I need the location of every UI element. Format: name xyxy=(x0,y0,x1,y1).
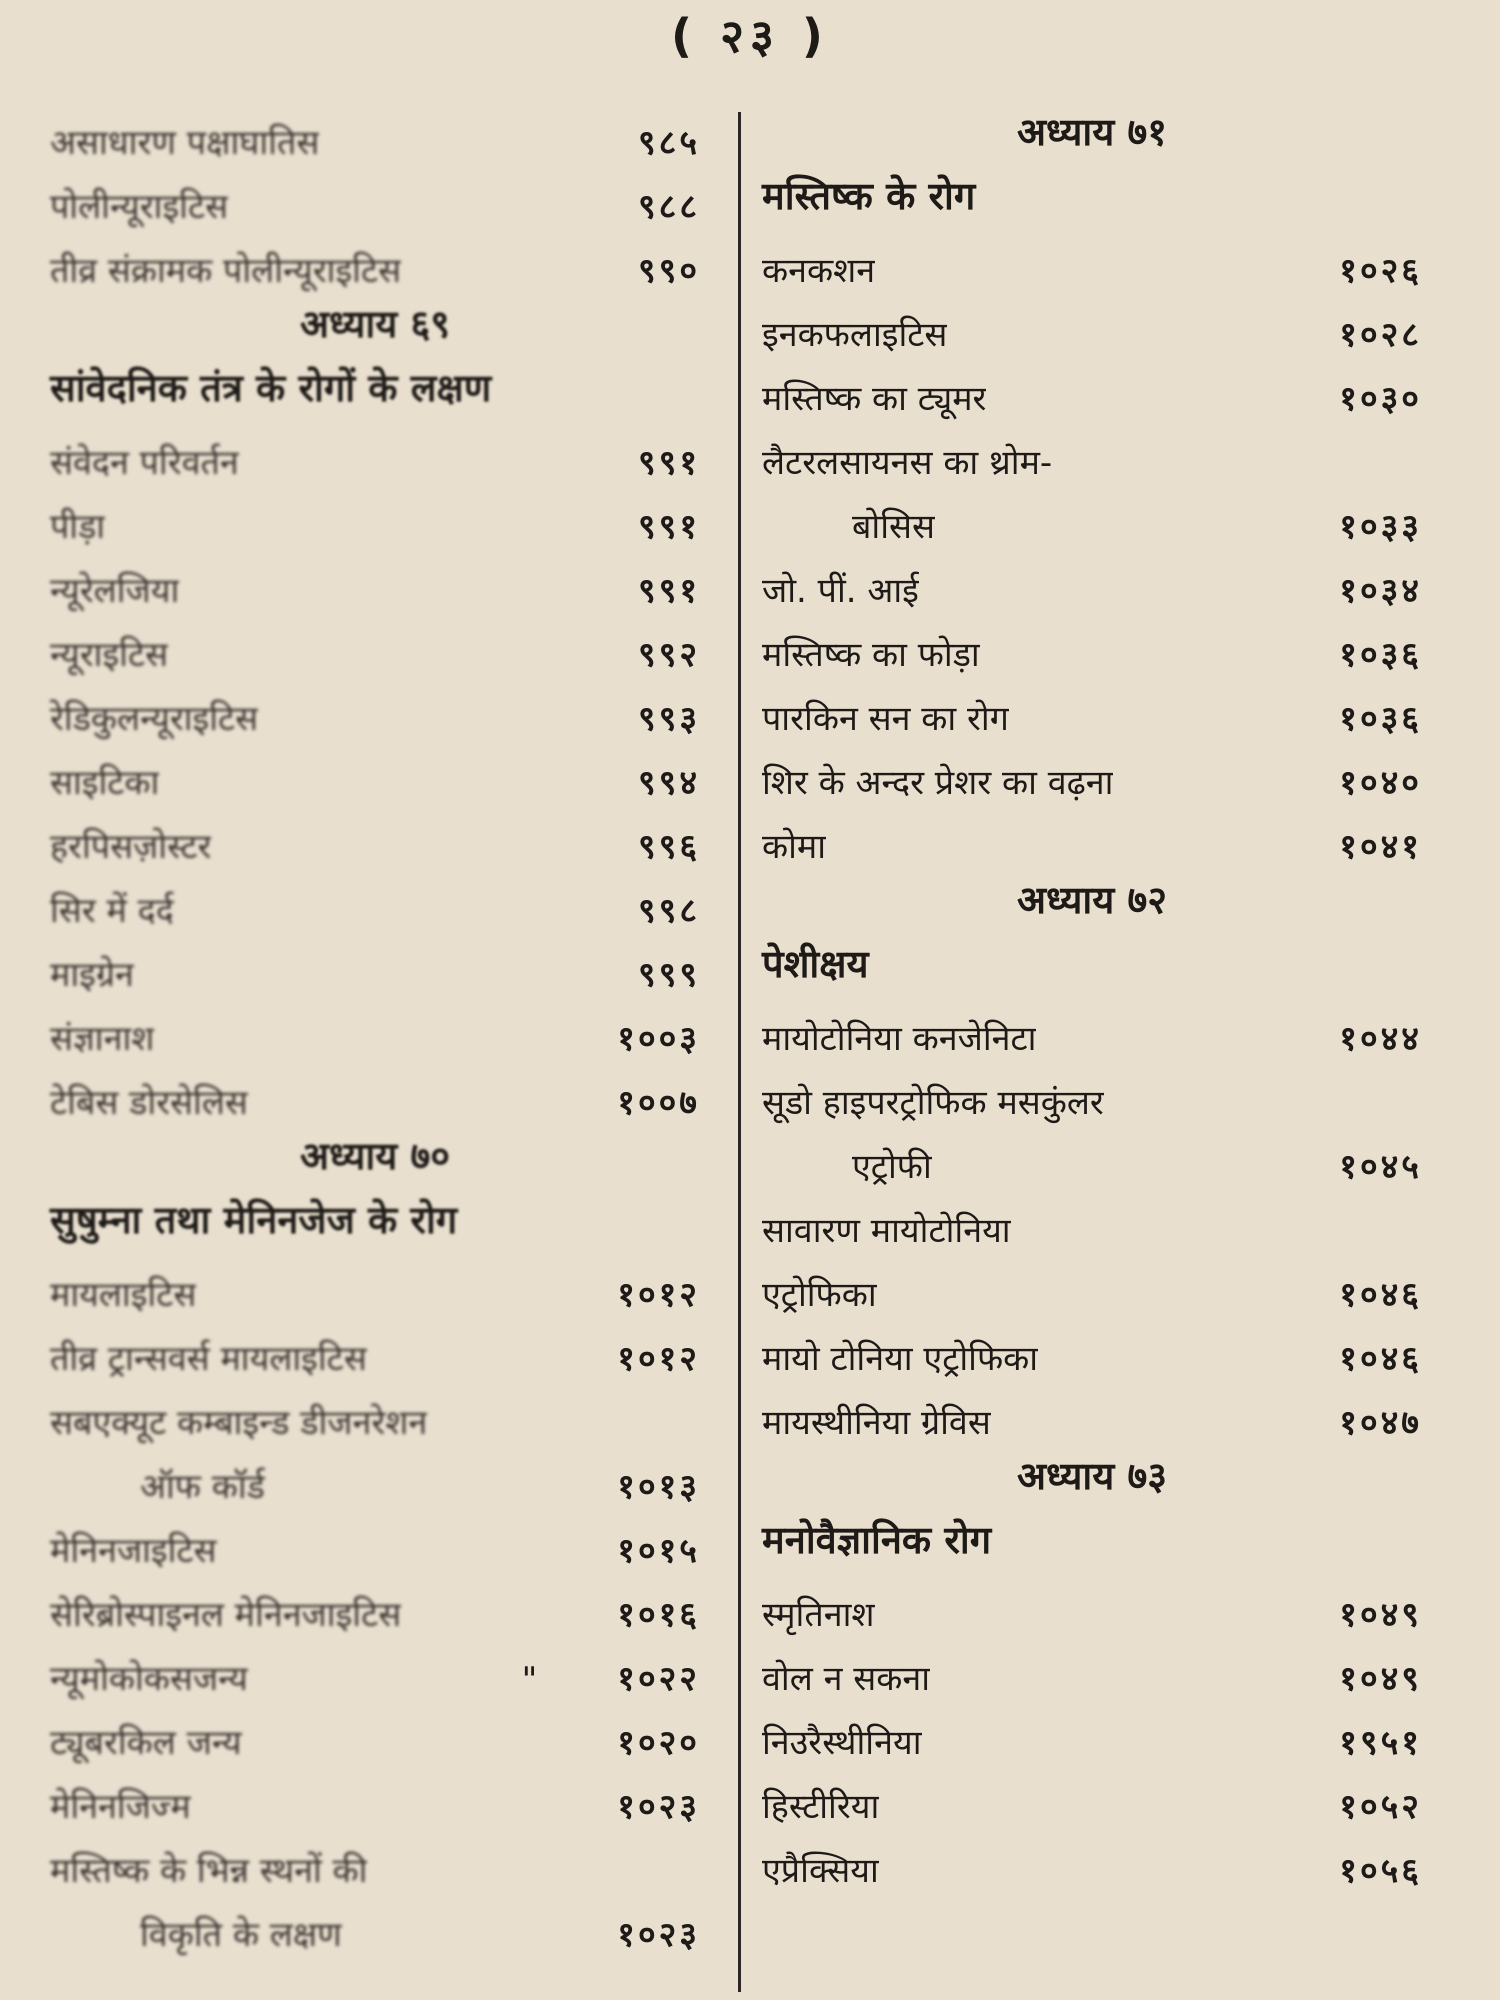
toc-entry-label: निउरैस्थीनिया xyxy=(762,1723,922,1763)
toc-entry xyxy=(762,1252,1422,1316)
toc-entry-page: ९८८ xyxy=(637,187,700,227)
toc-entry-page: १०४७ xyxy=(1339,1403,1422,1443)
toc-entry xyxy=(50,1508,700,1572)
toc-entry-page: १०१३ xyxy=(617,1467,700,1507)
toc-entry-page: १००३ xyxy=(617,1019,700,1059)
toc-entry xyxy=(762,1828,1422,1892)
toc-entry-page: ९९८ xyxy=(637,891,700,931)
column-divider xyxy=(738,112,741,1992)
toc-entry-page: १०१५ xyxy=(617,1531,700,1571)
toc-entry xyxy=(50,1572,700,1636)
toc-entry-label: मस्तिष्क के भिन्न स्थनों की xyxy=(50,1851,368,1891)
toc-entry-label: रेडिकुलन्यूराइटिस xyxy=(50,699,259,739)
toc-entry-page: १०३४ xyxy=(1339,571,1422,611)
toc-entry xyxy=(50,740,700,804)
toc-entry xyxy=(762,292,1422,356)
toc-entry-label: साइटिका xyxy=(50,763,160,803)
toc-entry xyxy=(762,1124,1422,1188)
toc-entry-label: पारकिन सन का रोग xyxy=(762,699,1009,739)
toc-entry-page: १०४० xyxy=(1339,763,1422,803)
left-column xyxy=(50,100,700,1956)
toc-entry xyxy=(762,1060,1422,1124)
toc-entry xyxy=(50,1636,700,1700)
toc-entry-page: १०२० xyxy=(617,1723,700,1763)
toc-entry xyxy=(762,484,1422,548)
section-subheading: मस्तिष्क के रोग xyxy=(762,174,976,218)
toc-entry xyxy=(50,676,700,740)
toc-entry-label: विकृति के लक्षण xyxy=(140,1915,342,1955)
toc-entry-page: १०४६ xyxy=(1339,1339,1422,1379)
chapter-heading: अध्याय ७२ xyxy=(1017,878,1167,922)
toc-entry xyxy=(50,164,700,228)
toc-entry xyxy=(50,804,700,868)
toc-entry-label: जो. पीं. आई xyxy=(762,571,919,611)
toc-entry xyxy=(762,740,1422,804)
toc-entry-label: तीव्र ट्रान्सवर्स मायलाइटिस xyxy=(50,1339,367,1379)
toc-entry-label: बोसिस xyxy=(852,507,935,547)
toc-entry-page: १०१२ xyxy=(617,1275,700,1315)
toc-entry xyxy=(50,1828,700,1892)
toc-entry-label: हिस्टीरिया xyxy=(762,1787,880,1827)
toc-entry-label: मायस्थीनिया ग्रेविस xyxy=(762,1403,991,1443)
toc-entry xyxy=(50,1060,700,1124)
toc-entry xyxy=(50,1380,700,1444)
toc-entry xyxy=(762,1380,1422,1444)
toc-entry-label: सबएक्यूट कम्बाइन्ड डीजनरेशन xyxy=(50,1403,428,1443)
toc-entry-page: १०२३ xyxy=(617,1787,700,1827)
toc-entry xyxy=(50,484,700,548)
section-subheading: सांवेदनिक तंत्र के रोगों के लक्षण xyxy=(50,366,492,410)
toc-entry-label: एट्रोफी xyxy=(852,1147,932,1187)
toc-entry-page: १०३६ xyxy=(1339,699,1422,739)
toc-entry-label: हरपिसज़ोस्टर xyxy=(50,827,212,867)
toc-entry-page: ९९१ xyxy=(637,571,700,611)
toc-entry xyxy=(50,1764,700,1828)
toc-entry xyxy=(762,1188,1422,1252)
toc-entry-label: ऑफ कॉर्ड xyxy=(140,1467,265,1507)
toc-entry-page: ९९९ xyxy=(637,955,700,995)
toc-entry-page: १००७ xyxy=(617,1083,700,1123)
toc-entry-page: १०४६ xyxy=(1339,1275,1422,1315)
toc-entry-label: एट्रोफिका xyxy=(762,1275,877,1315)
toc-entry-page: १०१६ xyxy=(617,1595,700,1635)
toc-entry-label: संज्ञानाश xyxy=(50,1019,155,1059)
toc-entry xyxy=(762,996,1422,1060)
toc-entry-label: सावारण मायोटोनिया xyxy=(762,1211,1011,1251)
section-subheading: मनोवैज्ञानिक रोग xyxy=(762,1518,992,1562)
toc-entry-label: कोमा xyxy=(762,827,827,867)
right-column xyxy=(762,100,1422,1892)
toc-entry-label: लैटरलसायनस का थ्रोम- xyxy=(762,443,1053,483)
toc-entry xyxy=(50,1892,700,1956)
toc-entry xyxy=(762,676,1422,740)
toc-entry-page: ९९० xyxy=(637,251,700,291)
toc-entry-label: असाधारण पक्षाघातिस xyxy=(50,123,320,163)
toc-entry xyxy=(50,100,700,164)
toc-entry xyxy=(762,1700,1422,1764)
toc-entry-label: संवेदन परिवर्तन xyxy=(50,443,239,483)
chapter-heading: अध्याय ६९ xyxy=(300,302,450,346)
chapter-heading: अध्याय ७० xyxy=(300,1134,450,1178)
toc-entry-label: सिर में दर्द xyxy=(50,891,174,931)
toc-entry xyxy=(50,1700,700,1764)
toc-entry-page: ९९१ xyxy=(637,443,700,483)
toc-entry-page: १०५२ xyxy=(1339,1787,1422,1827)
toc-entry xyxy=(50,1252,700,1316)
toc-entry-page: १०४९ xyxy=(1339,1595,1422,1635)
toc-entry xyxy=(762,1764,1422,1828)
toc-entry xyxy=(762,548,1422,612)
toc-entry-page: १०१२ xyxy=(617,1339,700,1379)
chapter-heading: अध्याय ७१ xyxy=(1017,110,1167,154)
toc-entry-label: न्यूमोकोकसजन्य xyxy=(50,1659,248,1699)
toc-entry-page: १०२६ xyxy=(1339,251,1422,291)
toc-entry xyxy=(762,356,1422,420)
toc-entry-label: पीड़ा xyxy=(50,507,106,547)
toc-entry xyxy=(762,420,1422,484)
toc-entry-page: १०२८ xyxy=(1339,315,1422,355)
toc-entry xyxy=(50,1316,700,1380)
toc-entry-page: ९८५ xyxy=(637,123,700,163)
toc-entry-label: इनकफलाइटिस xyxy=(762,315,948,355)
toc-entry-label: कनकशन xyxy=(762,251,876,291)
section-subheading: पेशीक्षय xyxy=(762,942,869,986)
toc-entry-label: न्यूराइटिस xyxy=(50,635,169,675)
toc-entry-label: तीव्र संक्रामक पोलीन्यूराइटिस xyxy=(50,251,402,291)
toc-entry xyxy=(50,548,700,612)
toc-entry-page: ९९६ xyxy=(637,827,700,867)
toc-entry-page: १०४९ xyxy=(1339,1659,1422,1699)
toc-entry-label: मस्तिष्क का ट्यूमर xyxy=(762,379,987,419)
toc-entry-page: १०२३ xyxy=(617,1915,700,1955)
toc-entry xyxy=(50,228,700,292)
section-subheading: सुषुम्ना तथा मेनिनजेज के रोग xyxy=(50,1198,458,1242)
toc-entry xyxy=(50,420,700,484)
toc-entry xyxy=(50,996,700,1060)
toc-entry-page: ९९१ xyxy=(637,507,700,547)
toc-entry-label: मेनिनजाइटिस xyxy=(50,1531,217,1571)
toc-entry-page: १०३३ xyxy=(1339,507,1422,547)
toc-entry-label: वोल न सकना xyxy=(762,1659,931,1699)
toc-entry-label: ट्यूबरकिल जन्य xyxy=(50,1723,242,1763)
toc-entry xyxy=(50,932,700,996)
toc-entry-label: मायलाइटिस xyxy=(50,1275,197,1315)
toc-entry xyxy=(50,612,700,676)
toc-entry-label: टेबिस डोरसेलिस xyxy=(50,1083,248,1123)
toc-entry-page: १०४४ xyxy=(1339,1019,1422,1059)
toc-entry-label: माइग्रेन xyxy=(50,955,134,995)
toc-entry-label: मायो टोनिया एट्रोफिका xyxy=(762,1339,1039,1379)
toc-entry-page: १०३६ xyxy=(1339,635,1422,675)
toc-entry xyxy=(762,804,1422,868)
toc-entry-page: ९९३ xyxy=(637,699,700,739)
toc-entry-page: १०४१ xyxy=(1339,827,1422,867)
toc-entry-page: १०५६ xyxy=(1339,1851,1422,1891)
toc-entry-label: शिर के अन्दर प्रेशर का वढ़ना xyxy=(762,763,1114,803)
toc-entry xyxy=(762,1636,1422,1700)
toc-entry-label: मायोटोनिया कनजेनिटा xyxy=(762,1019,1037,1059)
toc-entry-page: १०३० xyxy=(1339,379,1422,419)
ditto-mark: " xyxy=(521,1660,538,1700)
toc-entry-label: एप्रैक्सिया xyxy=(762,1851,879,1891)
toc-entry xyxy=(762,228,1422,292)
chapter-heading: अध्याय ७३ xyxy=(1017,1454,1167,1498)
toc-entry-label: पोलीन्यूराइटिस xyxy=(50,187,229,227)
toc-entry xyxy=(762,612,1422,676)
toc-entry-page: १०४५ xyxy=(1339,1147,1422,1187)
toc-entry-label: मेनिनजिज्म xyxy=(50,1787,191,1827)
toc-entry-page: ९९४ xyxy=(637,763,700,803)
toc-entry-label: सेरिब्रोस्पाइनल मेनिनजाइटिस xyxy=(50,1595,402,1635)
toc-entry-label: न्यूरेलजिया xyxy=(50,571,180,611)
toc-entry xyxy=(50,1444,700,1508)
page-number: ( २३ ) xyxy=(671,9,829,63)
toc-entry xyxy=(762,1316,1422,1380)
toc-entry-label: स्मृतिनाश xyxy=(762,1595,875,1635)
toc-entry-label: मस्तिष्क का फोड़ा xyxy=(762,635,980,675)
toc-entry-page: ९९२ xyxy=(637,635,700,675)
toc-entry xyxy=(50,868,700,932)
toc-entry-label: सूडो हाइपरट्रोफिक मसकुंलर xyxy=(762,1083,1104,1123)
toc-entry-page: १०२२ xyxy=(617,1659,700,1699)
toc-entry-page: १९५१ xyxy=(1339,1723,1422,1763)
toc-entry xyxy=(762,1572,1422,1636)
